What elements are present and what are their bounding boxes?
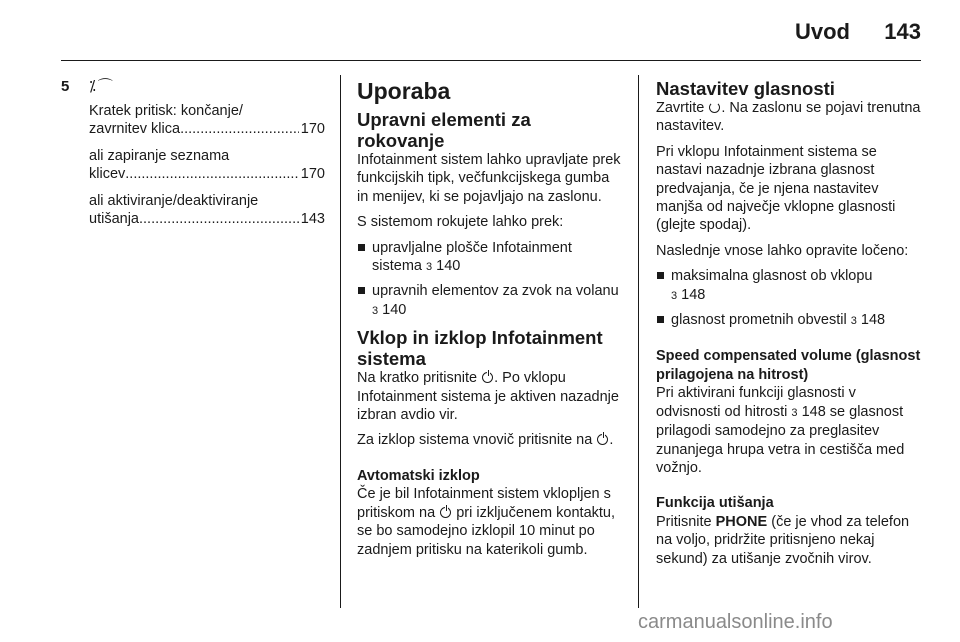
list-item: glasnost prometnih obvestil 3 148 [656, 311, 924, 330]
page-ref-link[interactable]: 170 [300, 166, 325, 183]
entry-text: utišanja [89, 211, 139, 228]
bullet-list [357, 239, 623, 321]
page-ref-link[interactable]: 148 [681, 286, 706, 303]
column-2 [357, 78, 623, 566]
section-heading: Nastavitev glasnosti [656, 78, 835, 99]
arrow-icon: 3 [791, 406, 798, 419]
entry-text: ali zapiranje seznama [89, 147, 230, 164]
section-heading: Upravni elementi za rokovanje [357, 109, 531, 151]
page-ref-link[interactable]: 148 [801, 403, 826, 420]
column-3 [656, 78, 924, 575]
bullet-list [656, 267, 924, 330]
list-item: upravljalne plošče Infotainment sistema 3 140 [357, 239, 623, 277]
column-1 [89, 78, 325, 236]
paragraph: Pritisnite PHONE (če je vhod za telefon na voljo, pridržite pritisnjeno nekaj sekund) za utišanje zvočnih virov. [656, 513, 910, 567]
end-call-mute-icon: ⁒⌒ [89, 78, 115, 95]
entry-text: zavrnitev klica [89, 121, 181, 138]
subsection-heading: Speed compensated volume (glasnost prilagojena na hitrost) [656, 348, 921, 383]
paragraph: S sistemom rokujete lahko prek: [357, 214, 564, 231]
subsection-heading: Avtomatski izklop [357, 467, 480, 484]
entry-text: klicev [89, 166, 126, 183]
watermark: carmanualsonline.info [638, 611, 833, 633]
page-ref-link[interactable]: 170 [300, 121, 325, 138]
leader-dots [125, 165, 299, 183]
arrow-icon: 3 [426, 261, 433, 274]
leader-dots [139, 210, 299, 228]
arrow-icon: 3 [671, 289, 678, 302]
page-ref-link[interactable]: 143 [300, 211, 325, 228]
paragraph: Če je bil Infotainment sistem vklopljen s pritiskom na pri izključenem kontaktu, se bo samodejno izklopil 10 minut po zadnjem pritisku na katerikoli gumb. [357, 486, 615, 558]
column-divider [340, 75, 341, 608]
list-item: upravnih elementov za zvok na volanu 3 140 [357, 282, 623, 320]
page-ref-link[interactable]: 140 [382, 301, 407, 318]
entry-text: ali aktiviranje/deaktiviranje [89, 192, 259, 209]
power-icon [440, 507, 451, 518]
paragraph: Infotainment sistem lahko upravljate prek funkcijskih tipk, večfunkcijskega gumba in menijev, ki se pojavljajo na zaslonu. [357, 152, 621, 205]
page-number: 143 [884, 19, 921, 44]
column-divider [638, 75, 639, 608]
list-item: maksimalna glasnost ob vklopu 3 148 [656, 267, 924, 305]
paragraph: Pri aktivirani funkciji glasnosti v odvisnosti od hitrosti 3 148 se glasnost prilagodi samodejno za preglasitev zunanjega hrupa vetra in cestišča med vožnjo. [656, 385, 905, 476]
chapter-title: Uporaba [357, 78, 451, 104]
item-number: 5 [61, 78, 70, 95]
section-heading: Vklop in izklop Infotainment sistema [357, 327, 603, 370]
power-icon [597, 434, 608, 445]
paragraph: Naslednje vnose lahko opravite ločeno: [656, 242, 909, 259]
toc-entry [89, 147, 325, 184]
arrow-icon: 3 [372, 304, 379, 317]
arrow-icon: 3 [850, 315, 857, 328]
page-ref-link[interactable]: 148 [860, 312, 886, 329]
toc-entry [89, 192, 325, 229]
page-ref-link[interactable]: 140 [436, 258, 461, 275]
volume-knob-icon [709, 102, 720, 113]
phone-key-label: PHONE [715, 513, 768, 530]
leader-dots [180, 120, 299, 138]
paragraph: Zavrtite . Na zaslonu se pojavi trenutna nastavitev. [656, 100, 921, 135]
header-divider [61, 60, 921, 61]
paragraph: Na kratko pritisnite . Po vklopu Infotainment sistema je aktiven nazadnje izbran avdio vir. [357, 370, 619, 424]
paragraph: Pri vklopu Infotainment sistema se nastavi nazadnje izbrana glasnost predvajanja, če je njena nastavitev manjša od največje vklopne glasnosti (glejte spodaj). [656, 143, 896, 234]
subsection-heading: Funkcija utišanja [656, 495, 774, 512]
toc-entry [89, 102, 325, 139]
page-header-title: Uvod [795, 19, 850, 44]
power-icon [482, 372, 493, 383]
paragraph: Za izklop sistema vnovič pritisnite na . [357, 432, 614, 449]
entry-text: Kratek pritisk: končanje/ [89, 103, 243, 119]
